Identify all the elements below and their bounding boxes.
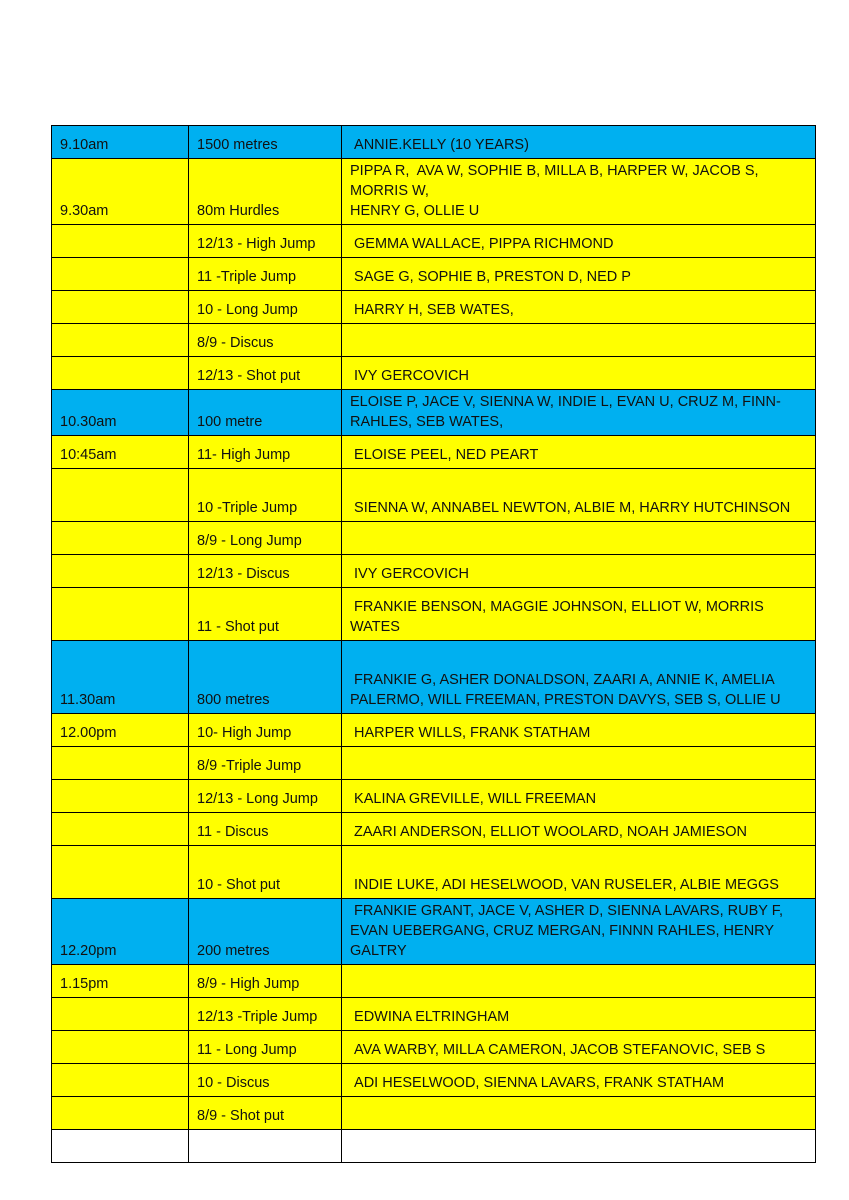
table-row — [52, 641, 816, 714]
table-row — [52, 588, 816, 641]
time-cell: 10:45am — [52, 436, 189, 469]
time-cell: 9.30am — [52, 159, 189, 225]
table-row — [52, 225, 816, 258]
table-row — [52, 291, 816, 324]
event-cell: 12/13 - Discus — [189, 555, 342, 588]
participants-cell: PIPPA R, AVA W, SOPHIE B, MILLA B, HARPER W, JACOB S, MORRIS W, HENRY G, OLLIE U — [342, 159, 816, 225]
participants-cell: IVY GERCOVICH — [342, 357, 816, 390]
event-cell: 8/9 - Long Jump — [189, 522, 342, 555]
table-row — [52, 747, 816, 780]
participants-cell: EDWINA ELTRINGHAM — [342, 998, 816, 1031]
participants-cell: ELOISE PEEL, NED PEART — [342, 436, 816, 469]
table-row — [52, 1097, 816, 1130]
participants-cell: HARPER WILLS, FRANK STATHAM — [342, 714, 816, 747]
participants-cell — [342, 324, 816, 357]
time-cell — [52, 291, 189, 324]
participants-cell: HARRY H, SEB WATES, — [342, 291, 816, 324]
table-row — [52, 357, 816, 390]
event-cell: 8/9 - Discus — [189, 324, 342, 357]
time-cell — [52, 780, 189, 813]
table-row — [52, 998, 816, 1031]
table-row — [52, 555, 816, 588]
participants-cell: ZAARI ANDERSON, ELLIOT WOOLARD, NOAH JAMIESON — [342, 813, 816, 846]
event-cell: 80m Hurdles — [189, 159, 342, 225]
event-cell: 12/13 - Long Jump — [189, 780, 342, 813]
participants-cell: FRANKIE G, ASHER DONALDSON, ZAARI A, ANNIE K, AMELIA PALERMO, WILL FREEMAN, PRESTON DAVYS, SEB S, OLLIE U — [342, 641, 816, 714]
event-cell: 1500 metres — [189, 126, 342, 159]
participants-cell: KALINA GREVILLE, WILL FREEMAN — [342, 780, 816, 813]
time-cell: 12.00pm — [52, 714, 189, 747]
participants-cell: FRANKIE GRANT, JACE V, ASHER D, SIENNA LAVARS, RUBY F, EVAN UEBERGANG, CRUZ MERGAN, FINNN RAHLES, HENRY GALTRY — [342, 899, 816, 965]
time-cell — [52, 846, 189, 899]
event-cell: 200 metres — [189, 899, 342, 965]
event-cell: 10 - Shot put — [189, 846, 342, 899]
event-cell: 8/9 -Triple Jump — [189, 747, 342, 780]
event-cell: 11 -Triple Jump — [189, 258, 342, 291]
participants-cell — [342, 522, 816, 555]
time-cell — [52, 1064, 189, 1097]
time-cell — [52, 357, 189, 390]
time-cell: 10.30am — [52, 390, 189, 436]
table-row — [52, 469, 816, 522]
time-cell — [52, 1097, 189, 1130]
table-row — [52, 324, 816, 357]
participants-cell: AVA WARBY, MILLA CAMERON, JACOB STEFANOVIC, SEB S — [342, 1031, 816, 1064]
event-cell: 12/13 - High Jump — [189, 225, 342, 258]
participants-cell: FRANKIE BENSON, MAGGIE JOHNSON, ELLIOT W, MORRIS WATES — [342, 588, 816, 641]
event-cell: 11- High Jump — [189, 436, 342, 469]
time-cell — [52, 522, 189, 555]
time-cell — [52, 588, 189, 641]
participants-cell: ELOISE P, JACE V, SIENNA W, INDIE L, EVAN U, CRUZ M, FINN-RAHLES, SEB WATES, — [342, 390, 816, 436]
table-row — [52, 126, 816, 159]
event-cell: 11 - Long Jump — [189, 1031, 342, 1064]
schedule-body — [52, 126, 816, 1163]
time-cell — [52, 1031, 189, 1064]
table-row — [52, 1064, 816, 1097]
event-cell: 11 - Discus — [189, 813, 342, 846]
time-cell — [52, 555, 189, 588]
table-row — [52, 258, 816, 291]
table-row — [52, 965, 816, 998]
table-row — [52, 390, 816, 436]
time-cell: 12.20pm — [52, 899, 189, 965]
participants-cell — [342, 1130, 816, 1163]
time-cell — [52, 469, 189, 522]
event-cell: 8/9 - Shot put — [189, 1097, 342, 1130]
time-cell — [52, 1130, 189, 1163]
table-row — [52, 780, 816, 813]
participants-cell: SIENNA W, ANNABEL NEWTON, ALBIE M, HARRY HUTCHINSON — [342, 469, 816, 522]
time-cell — [52, 324, 189, 357]
participants-cell: SAGE G, SOPHIE B, PRESTON D, NED P — [342, 258, 816, 291]
participants-cell — [342, 965, 816, 998]
time-cell: 9.10am — [52, 126, 189, 159]
table-row — [52, 714, 816, 747]
time-cell — [52, 225, 189, 258]
event-cell: 800 metres — [189, 641, 342, 714]
participants-cell: GEMMA WALLACE, PIPPA RICHMOND — [342, 225, 816, 258]
event-cell: 8/9 - High Jump — [189, 965, 342, 998]
participants-cell: IVY GERCOVICH — [342, 555, 816, 588]
schedule-table — [51, 125, 816, 1163]
event-cell: 100 metre — [189, 390, 342, 436]
time-cell — [52, 258, 189, 291]
time-cell — [52, 747, 189, 780]
table-row — [52, 899, 816, 965]
event-cell: 11 - Shot put — [189, 588, 342, 641]
table-row — [52, 1130, 816, 1163]
participants-cell — [342, 1097, 816, 1130]
participants-cell: ANNIE.KELLY (10 YEARS) — [342, 126, 816, 159]
event-cell: 10- High Jump — [189, 714, 342, 747]
participants-cell: ADI HESELWOOD, SIENNA LAVARS, FRANK STATHAM — [342, 1064, 816, 1097]
table-row — [52, 159, 816, 225]
event-cell: 10 - Long Jump — [189, 291, 342, 324]
time-cell — [52, 813, 189, 846]
participants-cell — [342, 747, 816, 780]
table-row — [52, 522, 816, 555]
table-row — [52, 436, 816, 469]
event-cell: 10 -Triple Jump — [189, 469, 342, 522]
table-row — [52, 813, 816, 846]
time-cell: 1.15pm — [52, 965, 189, 998]
time-cell — [52, 998, 189, 1031]
event-cell: 10 - Discus — [189, 1064, 342, 1097]
table-row — [52, 1031, 816, 1064]
table-row — [52, 846, 816, 899]
participants-cell: INDIE LUKE, ADI HESELWOOD, VAN RUSELER, ALBIE MEGGS — [342, 846, 816, 899]
event-cell: 12/13 -Triple Jump — [189, 998, 342, 1031]
event-cell — [189, 1130, 342, 1163]
time-cell: 11.30am — [52, 641, 189, 714]
event-cell: 12/13 - Shot put — [189, 357, 342, 390]
